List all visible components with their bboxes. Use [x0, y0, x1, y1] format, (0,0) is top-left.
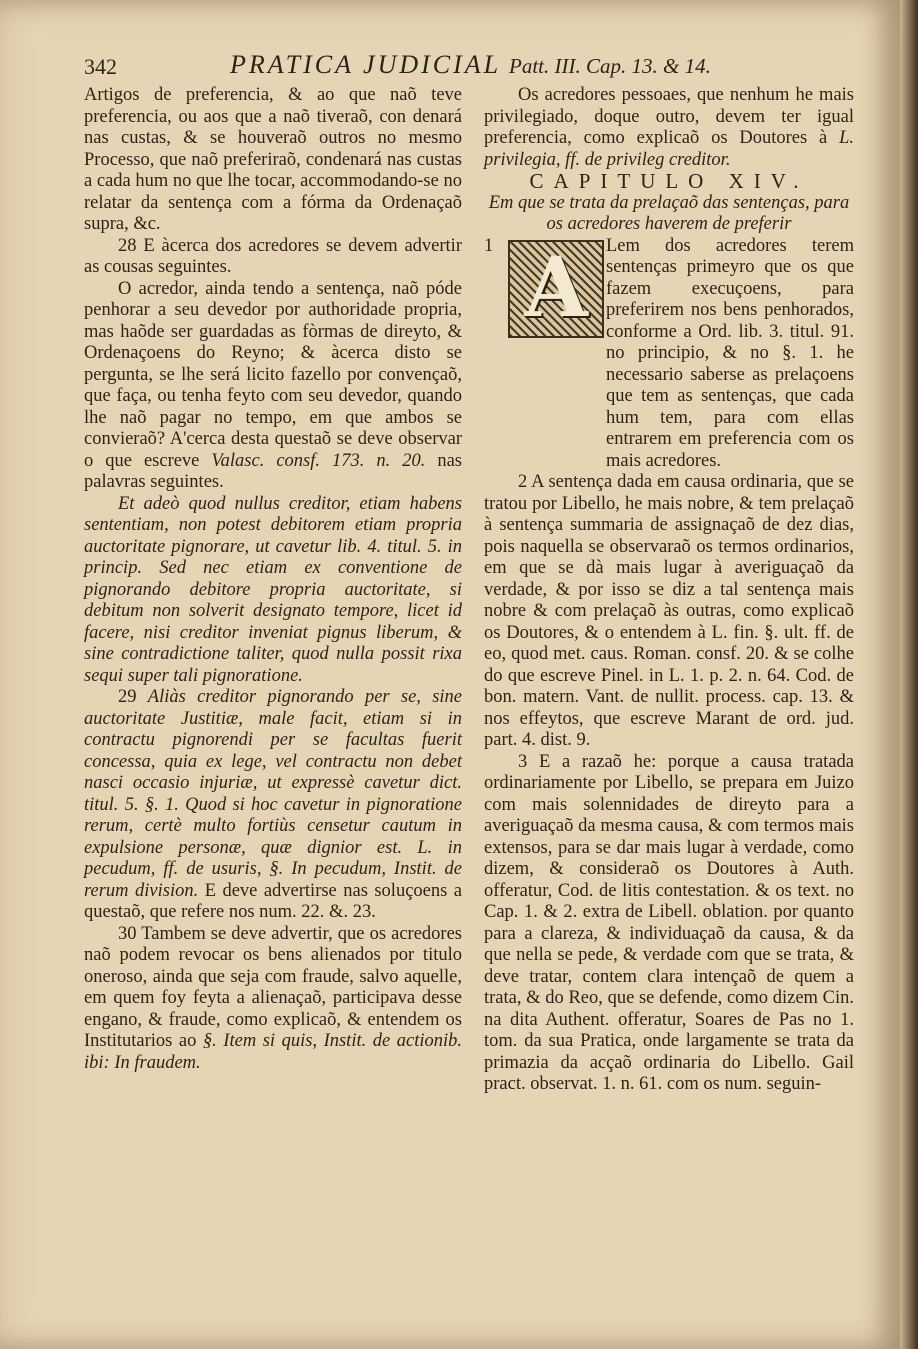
chapter-subtitle: Em que se trata da prelaçaõ das sentenças, para os acredores haverem de preferir — [488, 192, 850, 234]
paragraph-3: 3 E a razaõ he: porque a causa tratada ordinariamente por Libello, se prepara em Juizo com mais solennidades de direyto para a averiguaçaõ da mesma causa, & com termos mais extensos, para se dar mais lugar à verdade, como dizem, & consideraõ os Doutores à Auth. offeratur, Cod. de litis contestation. & os text. no Cap. 1. & 2. extra de Libell. oblation. por quanto para a clareza, & individuaçaõ da causa, & da que nella se pede, & verdade com que se trata, & deve tratar, contem clara intençaõ de quem a trata, & do Reo, que se defende, como dizem Cin. na dita Authent. offeratur, Soares de Pas no 1. tom. da sua Pratica, onde largamente se trata da primazia da acçaõ ordinaria do Libello. Gail pract. observat. 1. n. 61. com os num. seguin- — [484, 751, 854, 1094]
paragraph-28-text: O acredor, ainda tendo a sentença, naõ póde penhorar a seu devedor por authoridade propria, mas haõde ser guardadas as fòrmas de direyto, & Ordenaçoens do Reyno; & àcerca disto se pergunta, se lhe será licito fazello por convençaõ, que faça, ou tenha feyto com seu devedor, quando lhe naõ pagar no tempo, em que ambos se convieraõ? A'cerca desta questaõ se deve observar o que escreve — [84, 278, 462, 471]
paragraph-1-number: 1 — [484, 235, 494, 256]
paragraph-2: 2 A sentença dada em causa ordinaria, que se tratou por Libello, he mais nobre, & tem prelaçaõ à sentença summaria de assignaçaõ de dez dias, pois naquella se observaraõ os termos ordinarios, em que se dà mais lugar à averiguaçaõ da verdade, & por isso se diz a tal sentença mais nobre & com prelaçaõ às outras, como explicaõ os Doutores, & o entendem à L. fin. §. ult. ff. de eo, quod met. caus. Roman. consf. 20. & se colhe do que escreve Pinel. in L. 1. p. 2. n. 64. Cod. de bon. matern. Vant. de nullit. process. cap. 13. & nos effeytos, que escreve Marant de ord. jud. part. 4. dist. 9. — [484, 472, 854, 750]
running-header — [84, 48, 774, 84]
paragraph-30-text: 30 Tambem se deve advertir, que os acredores naõ podem revocar os bens alienados por titulo oneroso, ainda que seja com fraude, salvo aquelle, em quem foy feyta a alienaçaõ, participava desse engano, & fraude, como explicaõ, & entendem os Institutarios ao — [84, 923, 462, 1051]
paragraph-top-right — [484, 85, 854, 171]
paragraph-top-text: Os acredores pessoaes, que nenhum he mais privilegiado, doque outro, devem ter igual preferencia, como explicaõ os Doutores à — [484, 85, 854, 148]
paragraph-28-body — [84, 279, 462, 494]
paragraph-30 — [84, 924, 462, 1075]
paragraph-continuation: Artigos de preferencia, & ao que naõ teve preferencia, ou aos que a naõ tiveraõ, con denará nas custas, & se houveraõ outros no mesmo Processo, que naõ preferiraõ, condenará nas custas a cada hum no que lhe tocar, accommodando-se no relatar da sentença com a fórma da Ordenaçaõ supra, &c. — [84, 85, 462, 234]
paragraph-1 — [484, 236, 854, 473]
page-number: 342 — [84, 54, 117, 79]
paragraph-29-number: 29 — [118, 687, 137, 707]
paragraph-28-end: nas palavras seguintes. — [84, 450, 463, 492]
latin-quote-2: Aliàs creditor pignorando per se, sine auctoritate Justitiæ, male facit, etiam si in contractu pignorendi per se facultas fuerit concessa, quia ex lege, vel contractu non debet nasci occasio injuriæ, ut expressè cavetur dict. titul. 5. §. 1. Quod si hoc cavetur in pignoratione rerum, certè multo fortiùs censetur cautum in expulsione personæ, quæ dignior est. L. in pecudum, ff. de usuris, §. In pecudum, Instit. de rerum division. — [84, 687, 463, 901]
right-column — [484, 85, 854, 1096]
paragraph-28: 28 E àcerca dos acredores se devem advertir as cousas seguintes. — [84, 235, 462, 277]
drop-cap-letter: A — [524, 239, 588, 336]
latin-quote-1: Et adeò quod nullus creditor, etiam habens sententiam, non potest debitorem etiam propria auctoritate pignorare, ut cavetur lib. 4. titul. 5. in princip. Sed nec etiam ex conventione de pignorando debitore propria auctoritate, si debitum non solverit designato tempore, licet id facere, nisi creditor inveniat pignus liberum, & sine contradictione taliter, quod nulla possit rixa sequi super tali pignoratione. — [84, 493, 462, 686]
page-edge-shadow — [900, 0, 918, 1349]
paragraph-29 — [84, 687, 462, 924]
chapter-title: CAPITULO XIV. — [529, 169, 809, 193]
running-part: Patt. III. Cap. 13. & 14. — [509, 54, 711, 78]
paragraph-29-end: E deve advertirse nas soluçoens a questaõ, que refere nos num. 22. &. 23. — [84, 880, 462, 922]
citation-privilegia: L. privilegia, ff. de privileg creditor. — [484, 128, 854, 170]
paragraph-1-text: Lem dos acredores terem sentenças primeyro que os que fazem execuçoens, para preferirem nos bens penhorados, conforme a Ord. lib. 3. titul. 91. no principio, & no §. 1. he necessario saberse as prelaçoens que tem as sentenças, que cada hum tem, para com ellas entrarem em preferencia com os mais acredores. — [606, 235, 854, 471]
citation-institutes: §. Item si quis, Instit. de actionib. ibi: In fraudem. — [84, 1031, 462, 1073]
drop-cap-ornament — [508, 240, 604, 338]
citation-valasco: Valasc. consf. 173. n. 20. — [211, 450, 426, 471]
running-title: PRATICA JUDICIAL — [230, 50, 502, 79]
left-column — [84, 85, 462, 1074]
